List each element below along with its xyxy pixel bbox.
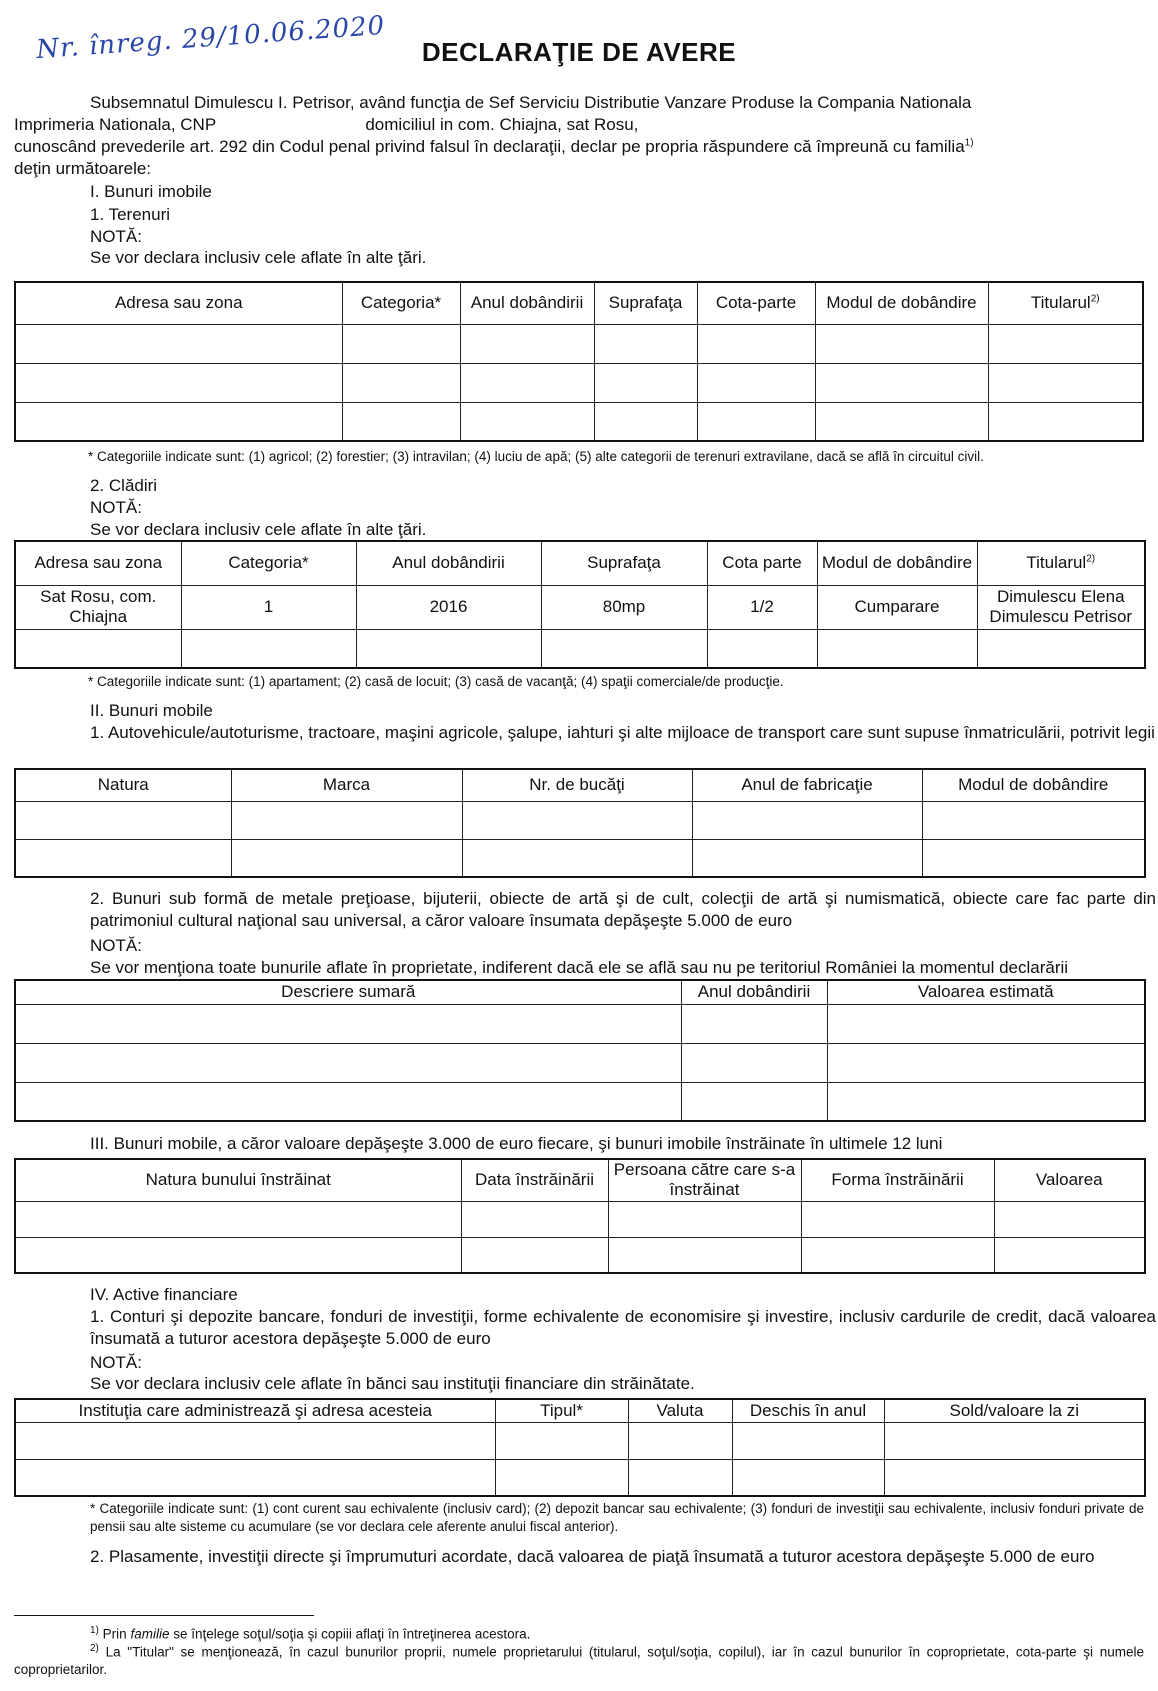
col-header: Tipul* — [495, 1399, 628, 1422]
col-header: Valoarea estimată — [827, 980, 1145, 1004]
col-header: Natura bunului înstrăinat — [15, 1159, 461, 1201]
footnote-2: $^{2)}$ La "Titular" se menţionează, în cazul bunurilor proprii, numele proprietarului (titularul, soţul/soţia, copilul), iar în cazul bunurilor în coproprietate, cota-parte şi numele coproprietarilor. — [14, 1643, 1145, 1678]
bunuri-pretioase-table — [14, 979, 1146, 1122]
col-header: Persoana către care s-a înstrăinat — [608, 1159, 801, 1201]
intro-line-2 — [14, 114, 1144, 136]
instrainari-table — [14, 1158, 1146, 1274]
col-header: Valuta — [628, 1399, 732, 1422]
col-header: Cota-parte — [697, 282, 815, 324]
col-header: Categoria* — [181, 541, 356, 585]
table-row — [15, 1459, 1145, 1496]
metale-pretioase-heading: 2. Bunuri sub formă de metale preţioase, bijuterii, obiecte de artă şi de cult, colecţii de artă şi numismatică, obiecte care fac parte din patrimoniul cultural naţional sau universal, a căror valoare însumata depăşeşte 5.000 de euro — [90, 889, 1156, 931]
nota-label: NOTĂ: — [90, 1353, 142, 1372]
cell-titular — [977, 585, 1145, 629]
plasamente-heading: 2. Plasamente, investiţii directe şi împrumuturi acordate, dacă valoarea de piaţă însumată a tuturor acestora depăşeşte 5.000 de euro — [90, 1547, 1095, 1566]
nota-label: NOTĂ: — [90, 227, 142, 246]
table-row — [15, 585, 1145, 629]
table-header-row — [15, 282, 1143, 324]
col-header: Nr. de bucăţi — [462, 769, 692, 801]
col-header: Forma înstrăinării — [801, 1159, 994, 1201]
nota-text: Se vor menţiona toate bunurile aflate în proprietate, indiferent dacă ele se află sau nu pe teritoriul României la momentul declarării — [90, 958, 1069, 977]
table-row — [15, 1201, 1145, 1237]
intro-domicile: domiciliul in com. Chiajna, sat Rosu, — [365, 115, 639, 134]
col-header: Cota parte — [707, 541, 817, 585]
col-header: Natura — [15, 769, 231, 801]
table-row — [15, 1082, 1145, 1121]
table-row — [15, 1237, 1145, 1273]
document-title: DECLARAŢIE DE AVERE — [421, 37, 737, 67]
col-header: Adresa sau zona — [15, 282, 342, 324]
col-header: Modul de dobândire — [922, 769, 1145, 801]
col-header: Data înstrăinării — [461, 1159, 608, 1201]
intro-line-3: cunoscând prevederile art. 292 din Codul penal privind falsul în declaraţii, declar pe propria răspundere că împreună cu familia$^{1)}$ — [14, 137, 974, 156]
registration-note: Nr. înreg. 29/10.06.2020 — [35, 10, 387, 66]
terenuri-footnote: * Categoriile indicate sunt: (1) agricol; (2) forestier; (3) intravilan; (4) luciu de apă; (5) alte categorii de terenuri extravilane, dacă se află în circuitul civil. — [88, 449, 984, 464]
nota-label: NOTĂ: — [90, 498, 142, 517]
section-1-heading: I. Bunuri imobile — [90, 182, 212, 201]
autovehicule-table — [14, 768, 1146, 878]
col-header: Anul dobândirii — [356, 541, 541, 585]
titular-name: Dimulescu Petrisor — [989, 607, 1133, 626]
table-row — [15, 324, 1143, 363]
table-row — [15, 629, 1145, 668]
conturi-heading: 1. Conturi şi depozite bancare, fonduri de investiţii, forme echivalente de economisire şi investire, inclusiv cardurile de credit, dacă valoarea însumată a tuturor acestora depăşeşte 5.000 de euro — [90, 1307, 1156, 1349]
cell-modul: Cumparare — [817, 585, 977, 629]
conturi-table — [14, 1398, 1146, 1497]
cell-categoria: 1 — [181, 585, 356, 629]
table-header-row — [15, 541, 1145, 585]
titular-name: Dimulescu Elena — [996, 586, 1125, 606]
footnote-1: $^{1)}$ Prin familie se înţelege soţul/soţia şi copiii aflaţi în întreţinerea acestora. — [90, 1625, 531, 1642]
cell-adresa: Sat Rosu, com. Chiajna — [15, 585, 181, 629]
nota-text: Se vor declara inclusiv cele aflate în alte ţări. — [90, 248, 427, 267]
cladiri-footnote: * Categoriile indicate sunt: (1) apartament; (2) casă de locuit; (3) casă de vacanţă; (4) spaţii comerciale/de producţie. — [88, 674, 784, 689]
col-header: Titularul$^{2)}$ — [988, 282, 1143, 324]
col-header: Categoria* — [342, 282, 460, 324]
col-header: Anul de fabricaţie — [692, 769, 922, 801]
table-row — [15, 801, 1145, 839]
intro-cnp-label: Imprimeria Nationala, CNP — [14, 115, 216, 134]
col-header: Adresa sau zona — [15, 541, 181, 585]
section-2-heading: II. Bunuri mobile — [90, 701, 213, 720]
col-header: Descriere sumară — [15, 980, 681, 1004]
col-header: Instituţia care administrează şi adresa acesteia — [15, 1399, 495, 1422]
col-header: Marca — [231, 769, 462, 801]
col-header: Suprafaţa — [541, 541, 707, 585]
autovehicule-heading: 1. Autovehicule/autoturisme, tractoare, maşini agricole, şalupe, iahturi şi alte mijloace de transport care sunt supuse înmatriculării, potrivit legii — [90, 723, 1155, 742]
conturi-footnote: * Categoriile indicate sunt: (1) cont curent sau echivalente (inclusiv card); (2) depozit bancar sau echivalente; (3) fonduri de investiţii sau echivalente, inclusiv fonduri private de pensii sau alte sisteme cu acumulare (se vor declara cele aferente anului fiscal anterior). — [90, 1501, 1144, 1534]
cladiri-table — [14, 540, 1146, 669]
intro-line-4: deţin următoarele: — [14, 159, 152, 178]
cell-anul: 2016 — [356, 585, 541, 629]
terenuri-table — [14, 281, 1144, 442]
col-header: Deschis în anul — [732, 1399, 884, 1422]
cladiri-heading: 2. Clădiri — [90, 476, 158, 495]
table-row — [15, 1004, 1145, 1043]
col-header: Modul de dobândire — [815, 282, 988, 324]
table-row — [15, 363, 1143, 402]
section-4-heading: IV. Active financiare — [90, 1285, 238, 1304]
col-header: Modul de dobândire — [817, 541, 977, 585]
terenuri-heading: 1. Terenuri — [90, 205, 171, 224]
section-3-heading: III. Bunuri mobile, a căror valoare depăşeşte 3.000 de euro fiecare, şi bunuri imobile înstrăinate în ultimele 12 luni — [90, 1134, 943, 1153]
col-header: Suprafaţa — [594, 282, 697, 324]
table-row — [15, 402, 1143, 441]
footnote-divider — [14, 1615, 314, 1616]
cell-suprafata: 80mp — [541, 585, 707, 629]
table-header-row — [15, 769, 1145, 801]
intro-line-1: Subsemnatul Dimulescu I. Petrisor, având funcţia de Sef Serviciu Distributie Vanzare Produse la Compania Nationala — [90, 93, 972, 112]
table-row — [15, 839, 1145, 877]
table-row — [15, 1043, 1145, 1082]
col-header: Anul dobândirii — [681, 980, 827, 1004]
col-header: Titularul$^{2)}$ — [977, 541, 1145, 585]
col-header: Valoarea — [994, 1159, 1145, 1201]
col-header: Sold/valoare la zi — [884, 1399, 1145, 1422]
cell-cota: 1/2 — [707, 585, 817, 629]
nota-text: Se vor declara inclusiv cele aflate în bănci sau instituţii financiare din străinătate. — [90, 1374, 695, 1393]
nota-label: NOTĂ: — [90, 936, 142, 955]
col-header: Anul dobândirii — [460, 282, 594, 324]
table-header-row — [15, 1159, 1145, 1201]
table-header-row — [15, 980, 1145, 1004]
table-row — [15, 1422, 1145, 1459]
table-header-row — [15, 1399, 1145, 1422]
nota-text: Se vor declara inclusiv cele aflate în alte ţări. — [90, 520, 427, 539]
